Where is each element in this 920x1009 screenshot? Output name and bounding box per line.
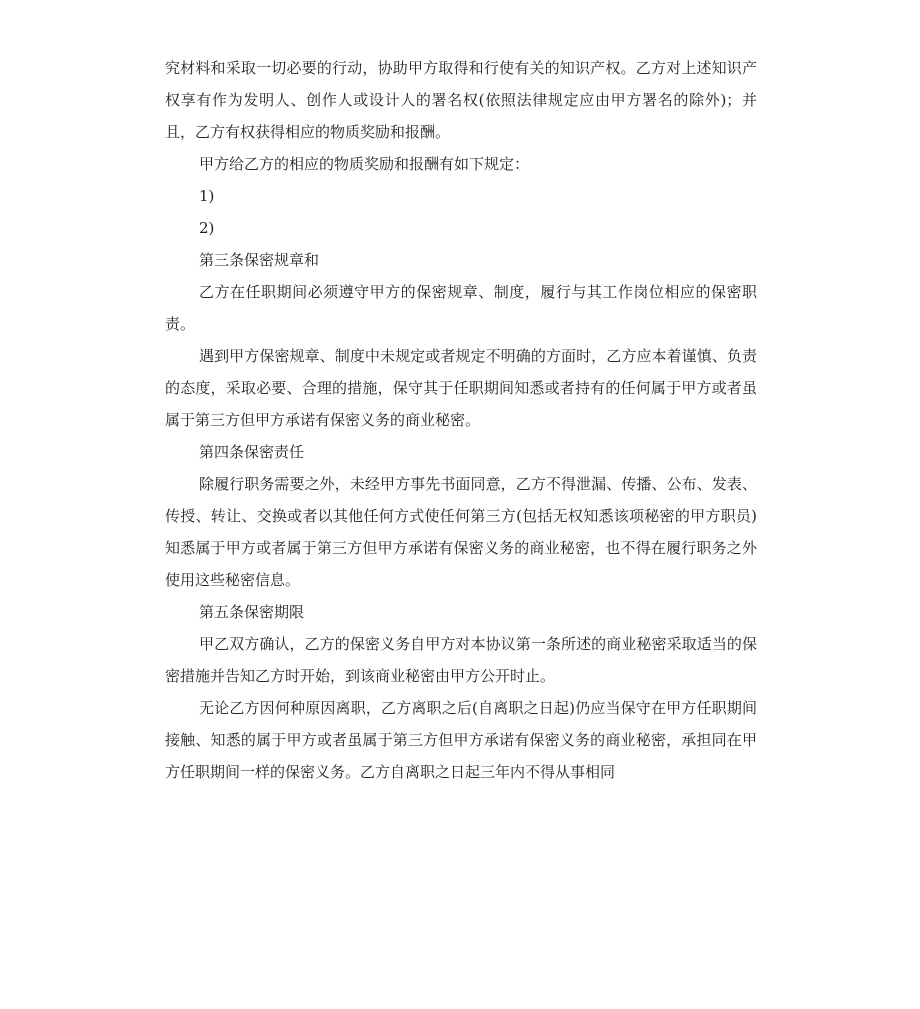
list-item-2: 2) <box>199 219 215 237</box>
paragraph-post-employment: 无论乙方因何种原因离职，乙方离职之后(自离职之日起)仍应当保守在甲方任职期间接触、知悉的属于甲方或者虽属于第三方但甲方承诺有保密义务的商业秘密，承担同在甲方任职期间一样的保密义务。乙方自离职之日起三年内不得从事相同 <box>165 699 757 781</box>
document-page <box>165 52 757 788</box>
article-4-heading: 第四条保密责任 <box>199 443 305 461</box>
article-3-heading: 第三条保密规章和 <box>199 251 320 269</box>
paragraph-confidentiality-liability: 除履行职务需要之外，未经甲方事先书面同意，乙方不得泄漏、传播、公布、发表、传授、转让、交换或者以其他任何方式使任何第三方(包括无权知悉该项秘密的甲方职员)知悉属于甲方或者属于第三方但甲方承诺有保密义务的商业秘密，也不得在履行职务之外使用这些秘密信息。 <box>165 475 757 589</box>
paragraph-unregulated-matters: 遇到甲方保密规章、制度中未规定或者规定不明确的方面时，乙方应本着谨慎、负责的态度，采取必要、合理的措施，保守其于任职期间知悉或者持有的任何属于甲方或者虽属于第三方但甲方承诺有保密义务的商业秘密。 <box>165 347 757 429</box>
list-item-1: 1) <box>199 187 215 205</box>
paragraph-intellectual-property: 究材料和采取一切必要的行动，协助甲方取得和行使有关的知识产权。乙方对上述知识产权享有作为发明人、创作人或设计人的署名权(依照法律规定应由甲方署名的除外)；并且，乙方有权获得相应的物质奖励和报酬。 <box>165 59 757 141</box>
paragraph-confidentiality-duty: 乙方在任职期间必须遵守甲方的保密规章、制度，履行与其工作岗位相应的保密职责。 <box>165 283 757 333</box>
paragraph-confidentiality-period: 甲乙双方确认，乙方的保密义务自甲方对本协议第一条所述的商业秘密采取适当的保密措施并告知乙方时开始，到该商业秘密由甲方公开时止。 <box>165 635 757 685</box>
article-5-heading: 第五条保密期限 <box>199 603 305 621</box>
paragraph-reward-rules: 甲方给乙方的相应的物质奖励和报酬有如下规定： <box>199 155 530 173</box>
